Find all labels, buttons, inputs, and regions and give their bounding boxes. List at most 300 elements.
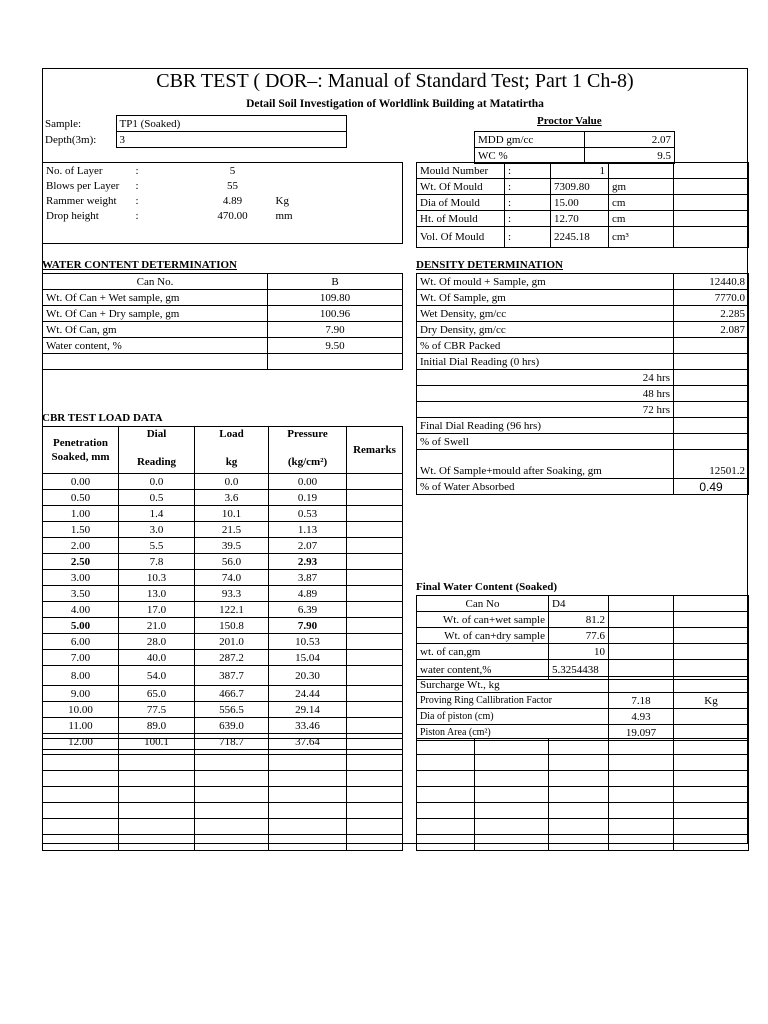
remarks-cell — [347, 554, 403, 570]
empty-cell — [549, 803, 609, 819]
empty-cell — [549, 755, 609, 771]
density-label: % of CBR Packed — [417, 338, 674, 354]
proctor-heading: Proctor Value — [537, 115, 602, 127]
empty-cell — [674, 819, 749, 835]
empty-cell — [475, 787, 549, 803]
pressure-cell: 37.64 — [269, 734, 347, 750]
dial-reading-cell: 54.0 — [119, 666, 195, 686]
water-content-value: B — [268, 274, 403, 290]
load-cell: 466.7 — [195, 686, 269, 702]
final-wc-blank — [674, 628, 749, 644]
water-content-value: 9.50 — [268, 338, 403, 354]
final-wc-label: Wt. of can+dry sample — [417, 628, 549, 644]
pressure-cell: 3.87 — [269, 570, 347, 586]
layer-row-empty — [43, 223, 403, 244]
proctor-table — [474, 131, 675, 164]
density-value: 2.087 — [674, 322, 749, 338]
cbr-load-row — [43, 490, 403, 506]
dial-reading-cell: 17.0 — [119, 602, 195, 618]
header-pressure: Pressure (kg/cm²) — [269, 427, 347, 474]
empty-cell — [347, 835, 403, 851]
pressure-cell: 10.53 — [269, 634, 347, 650]
penetration-cell: 3.00 — [43, 570, 119, 586]
empty-cell — [549, 739, 609, 755]
layer-colon: : — [135, 194, 139, 207]
empty-row — [417, 819, 749, 835]
mdd-value: 2.07 — [585, 132, 675, 148]
dial-reading-cell: 0.0 — [119, 474, 195, 490]
remarks-cell — [347, 506, 403, 522]
dial-reading-cell: 40.0 — [119, 650, 195, 666]
cbr-load-row — [43, 686, 403, 702]
pressure-cell: 20.30 — [269, 666, 347, 686]
sample-value: TP1 (Soaked) — [116, 116, 346, 132]
final-wc-label: Can No — [417, 596, 549, 612]
load-cell: 10.1 — [195, 506, 269, 522]
load-cell: 201.0 — [195, 634, 269, 650]
penetration-cell: 4.00 — [43, 602, 119, 618]
density-label: 24 hrs — [417, 370, 674, 386]
proving-unit: Kg — [674, 693, 749, 709]
cbr-load-table — [42, 426, 403, 750]
density-label: Wt. Of Sample, gm — [417, 290, 674, 306]
load-cell: 56.0 — [195, 554, 269, 570]
layer-unit: Kg — [275, 194, 289, 207]
mould-value: 2245.18 — [551, 227, 609, 248]
final-wc-value: 10 — [549, 644, 609, 660]
load-cell: 150.8 — [195, 618, 269, 634]
empty-cell — [119, 819, 195, 835]
empty-cell — [475, 835, 549, 851]
final-wc-value: 5.3254438 — [549, 660, 609, 680]
load-cell: 39.5 — [195, 538, 269, 554]
empty-cell — [549, 771, 609, 787]
empty-cell — [195, 739, 269, 755]
empty-cell — [475, 739, 549, 755]
empty-row — [417, 787, 749, 803]
dial-reading-cell: 100.1 — [119, 734, 195, 750]
proving-label: Dia of piston (cm) — [417, 709, 609, 725]
empty-cell — [347, 755, 403, 771]
empty-row — [43, 771, 403, 787]
density-label: Dry Density, gm/cc — [417, 322, 674, 338]
remarks-cell — [347, 634, 403, 650]
penetration-cell: 3.50 — [43, 586, 119, 602]
density-row — [417, 418, 749, 434]
density-label: Wet Density, gm/cc — [417, 306, 674, 322]
mould-value: 7309.80 — [551, 179, 609, 195]
final-wc-value: D4 — [549, 596, 609, 612]
remarks-cell — [347, 602, 403, 618]
final-wc-blank — [609, 628, 674, 644]
density-row — [417, 402, 749, 418]
empty-cell — [347, 803, 403, 819]
empty-row — [417, 803, 749, 819]
water-content-heading: WATER CONTENT DETERMINATION — [42, 259, 237, 271]
header-penetration: Penetration Soaked, mm — [43, 427, 119, 474]
dial-reading-cell: 89.0 — [119, 718, 195, 734]
empty-cell — [43, 755, 119, 771]
final-wc-label: Wt. of can+wet sample — [417, 612, 549, 628]
layer-value: 470.00 — [217, 209, 248, 222]
cbr-load-heading: CBR TEST LOAD DATA — [42, 412, 163, 424]
penetration-cell: 2.00 — [43, 538, 119, 554]
empty-row — [43, 787, 403, 803]
layer-empty-cell — [133, 223, 193, 244]
empty-cell — [43, 771, 119, 787]
final-wc-value: 77.6 — [549, 628, 609, 644]
cbr-load-row — [43, 702, 403, 718]
water-content-row — [43, 306, 403, 322]
water-content-value: 7.90 — [268, 322, 403, 338]
empty-cell — [549, 835, 609, 851]
empty-cell — [417, 771, 475, 787]
water-content-value: 109.80 — [268, 290, 403, 306]
dial-reading-cell: 77.5 — [119, 702, 195, 718]
remarks-cell — [347, 490, 403, 506]
final-wc-row — [417, 628, 749, 644]
final-wc-row — [417, 596, 749, 612]
penetration-cell: 0.00 — [43, 474, 119, 490]
water-content-label: Wt. Of Can + Dry sample, gm — [43, 306, 268, 322]
final-wc-row — [417, 612, 749, 628]
empty-cell — [119, 771, 195, 787]
mould-value: 12.70 — [551, 211, 609, 227]
cbr-load-row — [43, 474, 403, 490]
empty-cell — [347, 739, 403, 755]
dial-reading-cell: 65.0 — [119, 686, 195, 702]
dial-reading-cell: 3.0 — [119, 522, 195, 538]
empty-cell — [417, 787, 475, 803]
empty-cell — [674, 803, 749, 819]
density-value: 12440.8 — [674, 274, 749, 290]
density-label: Final Dial Reading (96 hrs) — [417, 418, 674, 434]
empty-cell — [609, 739, 674, 755]
remarks-cell — [347, 666, 403, 686]
load-cell: 122.1 — [195, 602, 269, 618]
proving-value: 7.18 — [609, 693, 674, 709]
pressure-cell: 2.07 — [269, 538, 347, 554]
density-label: 72 hrs — [417, 402, 674, 418]
layer-row — [43, 163, 403, 179]
empty-cell — [119, 803, 195, 819]
water-content-label: Water content, % — [43, 338, 268, 354]
report-subtitle: Detail Soil Investigation of Worldlink Building at Matatirtha — [246, 98, 544, 110]
empty-cell — [195, 835, 269, 851]
empty-row — [43, 835, 403, 851]
density-heading: DENSITY DETERMINATION — [416, 259, 563, 271]
remarks-cell — [347, 686, 403, 702]
cbr-load-row — [43, 650, 403, 666]
mould-label: Wt. Of Mould — [417, 179, 505, 195]
empty-cell — [475, 755, 549, 771]
mould-colon: : — [505, 179, 551, 195]
mould-row — [417, 227, 749, 248]
density-value: 2.285 — [674, 306, 749, 322]
density-table — [416, 273, 749, 495]
mould-row — [417, 179, 749, 195]
penetration-cell: 1.50 — [43, 522, 119, 538]
dial-reading-cell: 21.0 — [119, 618, 195, 634]
cbr-load-row — [43, 554, 403, 570]
layer-unit: mm — [275, 209, 293, 222]
final-wc-blank — [674, 644, 749, 660]
penetration-cell: 0.50 — [43, 490, 119, 506]
density-row — [417, 322, 749, 338]
proving-row — [417, 709, 749, 725]
cbr-load-row — [43, 522, 403, 538]
cbr-load-row — [43, 666, 403, 686]
mould-blank — [674, 195, 749, 211]
density-label: % of Swell — [417, 434, 674, 450]
proving-row — [417, 693, 749, 709]
mould-blank — [674, 211, 749, 227]
water-content-row — [43, 354, 403, 370]
layer-label: Drop height — [46, 209, 99, 222]
density-value — [674, 386, 749, 402]
pressure-cell: 29.14 — [269, 702, 347, 718]
load-cell: 3.6 — [195, 490, 269, 506]
empty-cell — [475, 819, 549, 835]
mould-blank — [674, 179, 749, 195]
empty-cell — [475, 803, 549, 819]
proving-value: 4.93 — [609, 709, 674, 725]
empty-row — [43, 755, 403, 771]
density-value — [674, 370, 749, 386]
mould-table — [416, 162, 749, 248]
pressure-cell: 0.53 — [269, 506, 347, 522]
density-row — [417, 450, 749, 479]
final-wc-row — [417, 644, 749, 660]
empty-grid-left — [42, 738, 403, 851]
empty-cell — [609, 835, 674, 851]
mould-blank — [674, 163, 749, 179]
density-row — [417, 370, 749, 386]
empty-row — [43, 819, 403, 835]
penetration-cell: 6.00 — [43, 634, 119, 650]
empty-cell — [119, 787, 195, 803]
mould-unit: cm³ — [609, 227, 674, 248]
mould-row — [417, 211, 749, 227]
empty-cell — [475, 771, 549, 787]
water-content-label — [43, 354, 268, 370]
water-content-row — [43, 322, 403, 338]
empty-cell — [43, 787, 119, 803]
dial-reading-cell: 1.4 — [119, 506, 195, 522]
dial-reading-cell: 10.3 — [119, 570, 195, 586]
empty-cell — [609, 755, 674, 771]
empty-cell — [119, 755, 195, 771]
density-row — [417, 338, 749, 354]
dial-reading-cell: 5.5 — [119, 538, 195, 554]
empty-cell — [674, 835, 749, 851]
load-cell: 387.7 — [195, 666, 269, 686]
layer-value: 55 — [227, 179, 238, 192]
empty-cell — [609, 771, 674, 787]
layer-label: Rammer weight — [46, 194, 117, 207]
layer-value: 5 — [229, 164, 236, 177]
final-wc-blank — [609, 596, 674, 612]
depth-value: 3 — [116, 132, 346, 148]
proving-row — [417, 677, 749, 693]
density-row — [417, 479, 749, 495]
water-content-label: Wt. Of Can + Wet sample, gm — [43, 290, 268, 306]
remarks-cell — [347, 522, 403, 538]
pressure-cell: 0.00 — [269, 474, 347, 490]
proving-unit — [674, 709, 749, 725]
mould-colon: : — [505, 211, 551, 227]
mould-unit: cm — [609, 195, 674, 211]
empty-row — [417, 755, 749, 771]
empty-cell — [195, 819, 269, 835]
density-value — [674, 434, 749, 450]
layer-value: 4.89 — [222, 194, 243, 207]
cbr-load-row — [43, 602, 403, 618]
load-cell: 74.0 — [195, 570, 269, 586]
mould-unit: cm — [609, 211, 674, 227]
empty-cell — [195, 787, 269, 803]
water-content-row — [43, 338, 403, 354]
density-row — [417, 386, 749, 402]
empty-cell — [269, 835, 347, 851]
header-dial: Dial Reading — [119, 427, 195, 474]
proving-label: Surcharge Wt., kg — [417, 677, 609, 693]
pressure-cell: 15.04 — [269, 650, 347, 666]
final-wc-label: wt. of can,gm — [417, 644, 549, 660]
final-wc-blank — [674, 612, 749, 628]
density-value — [674, 418, 749, 434]
penetration-cell: 12.00 — [43, 734, 119, 750]
layer-table — [42, 162, 403, 244]
water-content-row — [43, 274, 403, 290]
layer-colon: : — [135, 164, 139, 177]
proving-label: Piston Area (cm²) — [417, 725, 609, 741]
layer-row — [43, 193, 403, 208]
empty-cell — [195, 771, 269, 787]
mould-blank — [674, 227, 749, 248]
layer-label: Blows per Layer — [46, 179, 120, 192]
layer-unit — [273, 178, 403, 193]
mould-label: Ht. of Mould — [417, 211, 505, 227]
mould-colon: : — [505, 163, 551, 179]
remarks-cell — [347, 618, 403, 634]
empty-row — [417, 739, 749, 755]
empty-cell — [347, 787, 403, 803]
water-content-value — [268, 354, 403, 370]
load-cell: 287.2 — [195, 650, 269, 666]
header-load: Load kg — [195, 427, 269, 474]
empty-row — [43, 803, 403, 819]
layer-empty-cell — [273, 223, 403, 244]
penetration-cell: 8.00 — [43, 666, 119, 686]
density-label: Wt. Of mould + Sample, gm — [417, 274, 674, 290]
header-remarks: Remarks — [347, 427, 403, 474]
empty-cell — [269, 755, 347, 771]
remarks-cell — [347, 570, 403, 586]
empty-cell — [609, 787, 674, 803]
remarks-cell — [347, 650, 403, 666]
pressure-cell: 33.46 — [269, 718, 347, 734]
empty-cell — [269, 819, 347, 835]
penetration-cell: 5.00 — [43, 618, 119, 634]
empty-cell — [417, 835, 475, 851]
density-value: 0.49 — [674, 479, 749, 495]
pressure-cell: 24.44 — [269, 686, 347, 702]
proving-value: 19.097 — [609, 725, 674, 741]
empty-cell — [269, 739, 347, 755]
empty-cell — [674, 771, 749, 787]
empty-cell — [43, 819, 119, 835]
pressure-cell: 1.13 — [269, 522, 347, 538]
density-row — [417, 434, 749, 450]
proving-unit — [674, 677, 749, 693]
empty-cell — [195, 755, 269, 771]
cbr-load-row — [43, 618, 403, 634]
density-label: 48 hrs — [417, 386, 674, 402]
pressure-cell: 2.93 — [269, 554, 347, 570]
density-value — [674, 402, 749, 418]
cbr-load-row — [43, 570, 403, 586]
remarks-cell — [347, 538, 403, 554]
empty-cell — [674, 755, 749, 771]
proving-table — [416, 676, 749, 741]
report-title: CBR TEST ( DOR–: Manual of Standard Test; Part 1 Ch-8) — [156, 70, 634, 92]
dial-reading-cell: 0.5 — [119, 490, 195, 506]
dial-reading-cell: 7.8 — [119, 554, 195, 570]
mould-value: 1 — [551, 163, 609, 179]
empty-cell — [417, 739, 475, 755]
density-label: Wt. Of Sample+mould after Soaking, gm — [417, 450, 674, 479]
final-wc-value: 81.2 — [549, 612, 609, 628]
empty-cell — [417, 819, 475, 835]
penetration-cell: 10.00 — [43, 702, 119, 718]
load-cell: 718.7 — [195, 734, 269, 750]
empty-cell — [549, 819, 609, 835]
empty-cell — [609, 803, 674, 819]
remarks-cell — [347, 702, 403, 718]
empty-cell — [417, 803, 475, 819]
empty-cell — [195, 803, 269, 819]
empty-cell — [43, 739, 119, 755]
cbr-load-row — [43, 586, 403, 602]
final-wc-blank — [609, 612, 674, 628]
pressure-cell: 6.39 — [269, 602, 347, 618]
layer-unit — [273, 163, 403, 179]
wc-label: WC % — [475, 148, 585, 164]
layer-row — [43, 178, 403, 193]
density-row — [417, 290, 749, 306]
depth-label: Depth(3m): — [45, 133, 97, 146]
load-cell: 93.3 — [195, 586, 269, 602]
proving-value — [609, 677, 674, 693]
final-wc-table — [416, 595, 749, 680]
water-content-row — [43, 290, 403, 306]
penetration-cell: 11.00 — [43, 718, 119, 734]
empty-cell — [609, 819, 674, 835]
remarks-cell — [347, 718, 403, 734]
final-wc-blank — [674, 596, 749, 612]
cbr-load-row — [43, 538, 403, 554]
density-value: 12501.2 — [674, 450, 749, 479]
layer-label: No. of Layer — [46, 164, 103, 177]
empty-row — [43, 739, 403, 755]
density-row — [417, 306, 749, 322]
penetration-cell: 1.00 — [43, 506, 119, 522]
layer-empty-cell — [43, 223, 133, 244]
empty-cell — [417, 755, 475, 771]
sample-table — [42, 115, 347, 148]
mould-unit: gm — [609, 179, 674, 195]
